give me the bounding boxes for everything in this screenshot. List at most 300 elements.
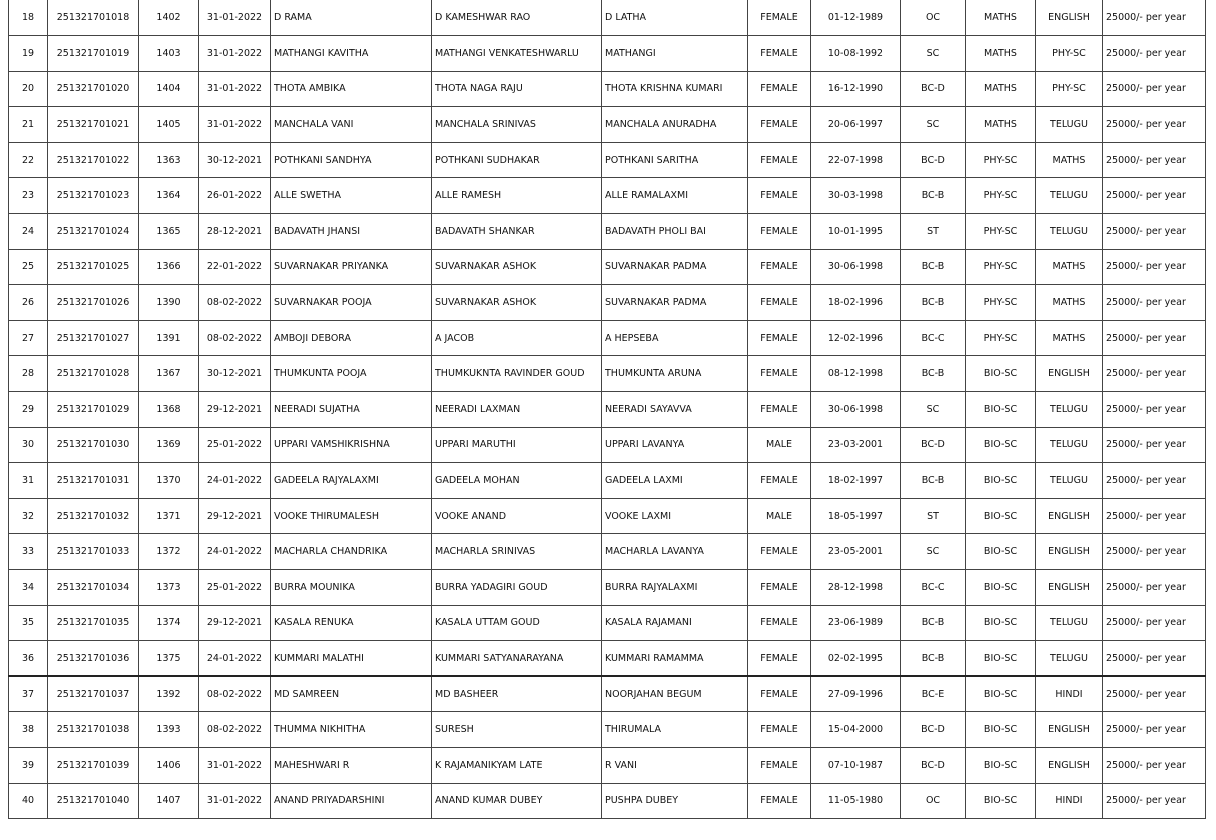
gender-cell: FEMALE	[748, 178, 811, 214]
admission-number-cell: 251321701040	[48, 783, 139, 819]
roll-number-cell: 1365	[139, 214, 199, 250]
method-one-cell: PHY-SC	[966, 142, 1036, 178]
category-cell: ST	[901, 498, 966, 534]
admission-date-cell: 22-01-2022	[199, 249, 271, 285]
admission-date-cell: 24-01-2022	[199, 641, 271, 677]
serial-number-cell: 30	[9, 427, 48, 463]
date-of-birth-cell: 10-01-1995	[811, 214, 901, 250]
student-name-cell: MAHESHWARI R	[271, 747, 432, 783]
method-one-cell: BIO-SC	[966, 463, 1036, 499]
roll-number-cell: 1404	[139, 71, 199, 107]
father-name-cell: A JACOB	[432, 320, 602, 356]
student-name-cell: ANAND PRIYADARSHINI	[271, 783, 432, 819]
father-name-cell: SURESH	[432, 712, 602, 748]
admission-number-cell: 251321701025	[48, 249, 139, 285]
mother-name-cell: MATHANGI	[602, 36, 748, 72]
admission-date-cell: 31-01-2022	[199, 107, 271, 143]
fee-cell: 25000/- per year	[1103, 427, 1206, 463]
student-name-cell: MANCHALA VANI	[271, 107, 432, 143]
mother-name-cell: THOTA KRISHNA KUMARI	[602, 71, 748, 107]
student-name-cell: POTHKANI SANDHYA	[271, 142, 432, 178]
table-row	[9, 71, 1206, 107]
mother-name-cell: MANCHALA ANURADHA	[602, 107, 748, 143]
method-two-cell: PHY-SC	[1036, 36, 1103, 72]
gender-cell: FEMALE	[748, 783, 811, 819]
category-cell: SC	[901, 534, 966, 570]
fee-cell: 25000/- per year	[1103, 570, 1206, 606]
admission-date-cell: 29-12-2021	[199, 605, 271, 641]
student-name-cell: KASALA RENUKA	[271, 605, 432, 641]
serial-number-cell: 29	[9, 392, 48, 428]
table-row	[9, 356, 1206, 392]
date-of-birth-cell: 02-02-1995	[811, 641, 901, 677]
admission-date-cell: 31-01-2022	[199, 783, 271, 819]
gender-cell: FEMALE	[748, 71, 811, 107]
table-row	[9, 107, 1206, 143]
fee-cell: 25000/- per year	[1103, 747, 1206, 783]
table-row	[9, 570, 1206, 606]
roll-number-cell: 1403	[139, 36, 199, 72]
category-cell: BC-C	[901, 320, 966, 356]
fee-cell: 25000/- per year	[1103, 71, 1206, 107]
gender-cell: FEMALE	[748, 142, 811, 178]
method-one-cell: PHY-SC	[966, 285, 1036, 321]
roll-number-cell: 1391	[139, 320, 199, 356]
mother-name-cell: ALLE RAMALAXMI	[602, 178, 748, 214]
method-one-cell: BIO-SC	[966, 356, 1036, 392]
gender-cell: FEMALE	[748, 36, 811, 72]
fee-cell: 25000/- per year	[1103, 36, 1206, 72]
method-two-cell: TELUGU	[1036, 463, 1103, 499]
roll-number-cell: 1372	[139, 534, 199, 570]
student-name-cell: BADAVATH JHANSI	[271, 214, 432, 250]
roll-number-cell: 1363	[139, 142, 199, 178]
table-row	[9, 249, 1206, 285]
serial-number-cell: 40	[9, 783, 48, 819]
serial-number-cell: 20	[9, 71, 48, 107]
method-one-cell: BIO-SC	[966, 641, 1036, 677]
father-name-cell: THUMKUKNTA RAVINDER GOUD	[432, 356, 602, 392]
table-row	[9, 747, 1206, 783]
fee-cell: 25000/- per year	[1103, 142, 1206, 178]
method-two-cell: HINDI	[1036, 676, 1103, 712]
method-one-cell: BIO-SC	[966, 392, 1036, 428]
category-cell: BC-D	[901, 712, 966, 748]
category-cell: BC-B	[901, 356, 966, 392]
table-row	[9, 392, 1206, 428]
method-two-cell: MATHS	[1036, 249, 1103, 285]
gender-cell: FEMALE	[748, 392, 811, 428]
admission-number-cell: 251321701026	[48, 285, 139, 321]
gender-cell: FEMALE	[748, 249, 811, 285]
gender-cell: FEMALE	[748, 747, 811, 783]
table-row	[9, 498, 1206, 534]
mother-name-cell: PUSHPA DUBEY	[602, 783, 748, 819]
admission-number-cell: 251321701030	[48, 427, 139, 463]
fee-cell: 25000/- per year	[1103, 356, 1206, 392]
admission-number-cell: 251321701034	[48, 570, 139, 606]
date-of-birth-cell: 28-12-1998	[811, 570, 901, 606]
father-name-cell: UPPARI MARUTHI	[432, 427, 602, 463]
serial-number-cell: 26	[9, 285, 48, 321]
student-records-table	[8, 0, 1206, 819]
admission-number-cell: 251321701037	[48, 676, 139, 712]
admission-number-cell: 251321701021	[48, 107, 139, 143]
gender-cell: FEMALE	[748, 0, 811, 36]
serial-number-cell: 36	[9, 641, 48, 677]
roll-number-cell: 1368	[139, 392, 199, 428]
mother-name-cell: R VANI	[602, 747, 748, 783]
student-name-cell: VOOKE THIRUMALESH	[271, 498, 432, 534]
student-name-cell: ALLE SWETHA	[271, 178, 432, 214]
fee-cell: 25000/- per year	[1103, 676, 1206, 712]
admission-date-cell: 08-02-2022	[199, 676, 271, 712]
admission-date-cell: 08-02-2022	[199, 285, 271, 321]
method-two-cell: ENGLISH	[1036, 570, 1103, 606]
admission-number-cell: 251321701018	[48, 0, 139, 36]
roll-number-cell: 1393	[139, 712, 199, 748]
student-name-cell: GADEELA RAJYALAXMI	[271, 463, 432, 499]
category-cell: BC-B	[901, 285, 966, 321]
category-cell: BC-B	[901, 605, 966, 641]
admission-date-cell: 25-01-2022	[199, 570, 271, 606]
mother-name-cell: KUMMARI RAMAMMA	[602, 641, 748, 677]
roll-number-cell: 1405	[139, 107, 199, 143]
serial-number-cell: 27	[9, 320, 48, 356]
category-cell: BC-D	[901, 71, 966, 107]
father-name-cell: MACHARLA SRINIVAS	[432, 534, 602, 570]
father-name-cell: GADEELA MOHAN	[432, 463, 602, 499]
category-cell: BC-D	[901, 747, 966, 783]
table-row	[9, 427, 1206, 463]
date-of-birth-cell: 01-12-1989	[811, 0, 901, 36]
method-two-cell: TELUGU	[1036, 392, 1103, 428]
admission-date-cell: 08-02-2022	[199, 712, 271, 748]
admission-date-cell: 29-12-2021	[199, 498, 271, 534]
admission-number-cell: 251321701024	[48, 214, 139, 250]
serial-number-cell: 19	[9, 36, 48, 72]
father-name-cell: BADAVATH SHANKAR	[432, 214, 602, 250]
method-one-cell: BIO-SC	[966, 712, 1036, 748]
date-of-birth-cell: 20-06-1997	[811, 107, 901, 143]
date-of-birth-cell: 10-08-1992	[811, 36, 901, 72]
date-of-birth-cell: 15-04-2000	[811, 712, 901, 748]
admission-date-cell: 28-12-2021	[199, 214, 271, 250]
serial-number-cell: 35	[9, 605, 48, 641]
method-one-cell: PHY-SC	[966, 214, 1036, 250]
gender-cell: FEMALE	[748, 463, 811, 499]
method-two-cell: ENGLISH	[1036, 534, 1103, 570]
admission-date-cell: 31-01-2022	[199, 747, 271, 783]
gender-cell: FEMALE	[748, 214, 811, 250]
roll-number-cell: 1371	[139, 498, 199, 534]
admission-date-cell: 30-12-2021	[199, 142, 271, 178]
method-two-cell: ENGLISH	[1036, 712, 1103, 748]
category-cell: BC-B	[901, 178, 966, 214]
method-two-cell: ENGLISH	[1036, 747, 1103, 783]
roll-number-cell: 1406	[139, 747, 199, 783]
fee-cell: 25000/- per year	[1103, 712, 1206, 748]
student-name-cell: THUMKUNTA POOJA	[271, 356, 432, 392]
table-row	[9, 641, 1206, 677]
fee-cell: 25000/- per year	[1103, 605, 1206, 641]
gender-cell: FEMALE	[748, 285, 811, 321]
method-two-cell: TELUGU	[1036, 107, 1103, 143]
mother-name-cell: D LATHA	[602, 0, 748, 36]
roll-number-cell: 1364	[139, 178, 199, 214]
fee-cell: 25000/- per year	[1103, 783, 1206, 819]
gender-cell: FEMALE	[748, 712, 811, 748]
method-one-cell: BIO-SC	[966, 534, 1036, 570]
method-two-cell: ENGLISH	[1036, 356, 1103, 392]
serial-number-cell: 34	[9, 570, 48, 606]
category-cell: BC-B	[901, 463, 966, 499]
serial-number-cell: 28	[9, 356, 48, 392]
mother-name-cell: VOOKE LAXMI	[602, 498, 748, 534]
fee-cell: 25000/- per year	[1103, 463, 1206, 499]
table-row	[9, 36, 1206, 72]
father-name-cell: MANCHALA SRINIVAS	[432, 107, 602, 143]
method-one-cell: BIO-SC	[966, 605, 1036, 641]
serial-number-cell: 21	[9, 107, 48, 143]
date-of-birth-cell: 07-10-1987	[811, 747, 901, 783]
admission-date-cell: 24-01-2022	[199, 534, 271, 570]
date-of-birth-cell: 12-02-1996	[811, 320, 901, 356]
table-row	[9, 676, 1206, 712]
student-name-cell: AMBOJI DEBORA	[271, 320, 432, 356]
serial-number-cell: 24	[9, 214, 48, 250]
serial-number-cell: 39	[9, 747, 48, 783]
date-of-birth-cell: 08-12-1998	[811, 356, 901, 392]
method-one-cell: PHY-SC	[966, 249, 1036, 285]
father-name-cell: THOTA NAGA RAJU	[432, 71, 602, 107]
method-one-cell: MATHS	[966, 36, 1036, 72]
method-two-cell: PHY-SC	[1036, 71, 1103, 107]
admission-number-cell: 251321701032	[48, 498, 139, 534]
mother-name-cell: BURRA RAJYALAXMI	[602, 570, 748, 606]
date-of-birth-cell: 11-05-1980	[811, 783, 901, 819]
method-two-cell: ENGLISH	[1036, 0, 1103, 36]
admission-number-cell: 251321701019	[48, 36, 139, 72]
table-row	[9, 0, 1206, 36]
fee-cell: 25000/- per year	[1103, 285, 1206, 321]
date-of-birth-cell: 18-02-1997	[811, 463, 901, 499]
method-two-cell: TELUGU	[1036, 605, 1103, 641]
admission-date-cell: 26-01-2022	[199, 178, 271, 214]
roll-number-cell: 1402	[139, 0, 199, 36]
student-name-cell: THUMMA NIKHITHA	[271, 712, 432, 748]
category-cell: OC	[901, 0, 966, 36]
gender-cell: FEMALE	[748, 356, 811, 392]
admission-number-cell: 251321701036	[48, 641, 139, 677]
roll-number-cell: 1367	[139, 356, 199, 392]
fee-cell: 25000/- per year	[1103, 178, 1206, 214]
serial-number-cell: 18	[9, 0, 48, 36]
admission-number-cell: 251321701039	[48, 747, 139, 783]
mother-name-cell: SUVARNAKAR PADMA	[602, 285, 748, 321]
gender-cell: FEMALE	[748, 570, 811, 606]
father-name-cell: VOOKE ANAND	[432, 498, 602, 534]
mother-name-cell: POTHKANI SARITHA	[602, 142, 748, 178]
admission-date-cell: 30-12-2021	[199, 356, 271, 392]
serial-number-cell: 22	[9, 142, 48, 178]
mother-name-cell: THUMKUNTA ARUNA	[602, 356, 748, 392]
method-two-cell: HINDI	[1036, 783, 1103, 819]
admission-number-cell: 251321701033	[48, 534, 139, 570]
fee-cell: 25000/- per year	[1103, 534, 1206, 570]
admission-number-cell: 251321701023	[48, 178, 139, 214]
gender-cell: FEMALE	[748, 320, 811, 356]
table-row	[9, 285, 1206, 321]
roll-number-cell: 1407	[139, 783, 199, 819]
table-row	[9, 783, 1206, 819]
student-name-cell: SUVARNAKAR PRIYANKA	[271, 249, 432, 285]
student-name-cell: BURRA MOUNIKA	[271, 570, 432, 606]
roll-number-cell: 1370	[139, 463, 199, 499]
method-two-cell: TELUGU	[1036, 214, 1103, 250]
mother-name-cell: MACHARLA LAVANYA	[602, 534, 748, 570]
table-body	[9, 0, 1206, 819]
student-name-cell: UPPARI VAMSHIKRISHNA	[271, 427, 432, 463]
admission-number-cell: 251321701035	[48, 605, 139, 641]
serial-number-cell: 25	[9, 249, 48, 285]
serial-number-cell: 33	[9, 534, 48, 570]
admission-number-cell: 251321701029	[48, 392, 139, 428]
category-cell: BC-E	[901, 676, 966, 712]
method-one-cell: MATHS	[966, 71, 1036, 107]
admission-date-cell: 29-12-2021	[199, 392, 271, 428]
category-cell: OC	[901, 783, 966, 819]
admission-date-cell: 31-01-2022	[199, 71, 271, 107]
category-cell: SC	[901, 107, 966, 143]
gender-cell: FEMALE	[748, 641, 811, 677]
father-name-cell: NEERADI LAXMAN	[432, 392, 602, 428]
father-name-cell: ALLE RAMESH	[432, 178, 602, 214]
method-two-cell: TELUGU	[1036, 641, 1103, 677]
fee-cell: 25000/- per year	[1103, 214, 1206, 250]
table-row	[9, 178, 1206, 214]
date-of-birth-cell: 18-05-1997	[811, 498, 901, 534]
method-two-cell: TELUGU	[1036, 427, 1103, 463]
table-row	[9, 320, 1206, 356]
father-name-cell: BURRA YADAGIRI GOUD	[432, 570, 602, 606]
gender-cell: FEMALE	[748, 107, 811, 143]
mother-name-cell: BADAVATH PHOLI BAI	[602, 214, 748, 250]
admission-number-cell: 251321701022	[48, 142, 139, 178]
serial-number-cell: 32	[9, 498, 48, 534]
student-name-cell: MACHARLA CHANDRIKA	[271, 534, 432, 570]
admission-number-cell: 251321701028	[48, 356, 139, 392]
method-one-cell: BIO-SC	[966, 783, 1036, 819]
student-name-cell: MATHANGI KAVITHA	[271, 36, 432, 72]
father-name-cell: KASALA UTTAM GOUD	[432, 605, 602, 641]
gender-cell: FEMALE	[748, 534, 811, 570]
admission-number-cell: 251321701027	[48, 320, 139, 356]
table-row	[9, 142, 1206, 178]
admission-date-cell: 08-02-2022	[199, 320, 271, 356]
category-cell: SC	[901, 392, 966, 428]
mother-name-cell: NOORJAHAN BEGUM	[602, 676, 748, 712]
category-cell: BC-D	[901, 142, 966, 178]
mother-name-cell: SUVARNAKAR PADMA	[602, 249, 748, 285]
fee-cell: 25000/- per year	[1103, 107, 1206, 143]
mother-name-cell: UPPARI LAVANYA	[602, 427, 748, 463]
method-one-cell: MATHS	[966, 107, 1036, 143]
serial-number-cell: 38	[9, 712, 48, 748]
father-name-cell: POTHKANI SUDHAKAR	[432, 142, 602, 178]
method-one-cell: MATHS	[966, 0, 1036, 36]
category-cell: BC-D	[901, 427, 966, 463]
method-two-cell: ENGLISH	[1036, 498, 1103, 534]
fee-cell: 25000/- per year	[1103, 498, 1206, 534]
table-row	[9, 605, 1206, 641]
date-of-birth-cell: 30-06-1998	[811, 249, 901, 285]
roll-number-cell: 1369	[139, 427, 199, 463]
date-of-birth-cell: 22-07-1998	[811, 142, 901, 178]
method-one-cell: BIO-SC	[966, 498, 1036, 534]
admission-number-cell: 251321701020	[48, 71, 139, 107]
fee-cell: 25000/- per year	[1103, 320, 1206, 356]
roll-number-cell: 1374	[139, 605, 199, 641]
category-cell: SC	[901, 36, 966, 72]
fee-cell: 25000/- per year	[1103, 249, 1206, 285]
admission-date-cell: 31-01-2022	[199, 0, 271, 36]
admission-number-cell: 251321701038	[48, 712, 139, 748]
roll-number-cell: 1375	[139, 641, 199, 677]
date-of-birth-cell: 30-03-1998	[811, 178, 901, 214]
category-cell: BC-B	[901, 249, 966, 285]
mother-name-cell: THIRUMALA	[602, 712, 748, 748]
admission-number-cell: 251321701031	[48, 463, 139, 499]
date-of-birth-cell: 30-06-1998	[811, 392, 901, 428]
gender-cell: FEMALE	[748, 676, 811, 712]
method-one-cell: PHY-SC	[966, 320, 1036, 356]
table-row	[9, 534, 1206, 570]
roll-number-cell: 1373	[139, 570, 199, 606]
method-one-cell: BIO-SC	[966, 427, 1036, 463]
method-one-cell: BIO-SC	[966, 676, 1036, 712]
father-name-cell: K RAJAMANIKYAM LATE	[432, 747, 602, 783]
mother-name-cell: A HEPSEBA	[602, 320, 748, 356]
student-name-cell: MD SAMREEN	[271, 676, 432, 712]
table-row	[9, 712, 1206, 748]
method-two-cell: TELUGU	[1036, 178, 1103, 214]
table-row	[9, 463, 1206, 499]
method-one-cell: PHY-SC	[966, 178, 1036, 214]
method-two-cell: MATHS	[1036, 320, 1103, 356]
gender-cell: MALE	[748, 498, 811, 534]
fee-cell: 25000/- per year	[1103, 0, 1206, 36]
table-row	[9, 214, 1206, 250]
student-name-cell: NEERADI SUJATHA	[271, 392, 432, 428]
mother-name-cell: KASALA RAJAMANI	[602, 605, 748, 641]
method-one-cell: BIO-SC	[966, 570, 1036, 606]
method-one-cell: BIO-SC	[966, 747, 1036, 783]
student-name-cell: KUMMARI MALATHI	[271, 641, 432, 677]
date-of-birth-cell: 23-05-2001	[811, 534, 901, 570]
mother-name-cell: GADEELA LAXMI	[602, 463, 748, 499]
serial-number-cell: 23	[9, 178, 48, 214]
roll-number-cell: 1392	[139, 676, 199, 712]
mother-name-cell: NEERADI SAYAVVA	[602, 392, 748, 428]
fee-cell: 25000/- per year	[1103, 392, 1206, 428]
admission-date-cell: 24-01-2022	[199, 463, 271, 499]
fee-cell: 25000/- per year	[1103, 641, 1206, 677]
student-name-cell: THOTA AMBIKA	[271, 71, 432, 107]
date-of-birth-cell: 18-02-1996	[811, 285, 901, 321]
father-name-cell: MATHANGI VENKATESHWARLU	[432, 36, 602, 72]
date-of-birth-cell: 16-12-1990	[811, 71, 901, 107]
